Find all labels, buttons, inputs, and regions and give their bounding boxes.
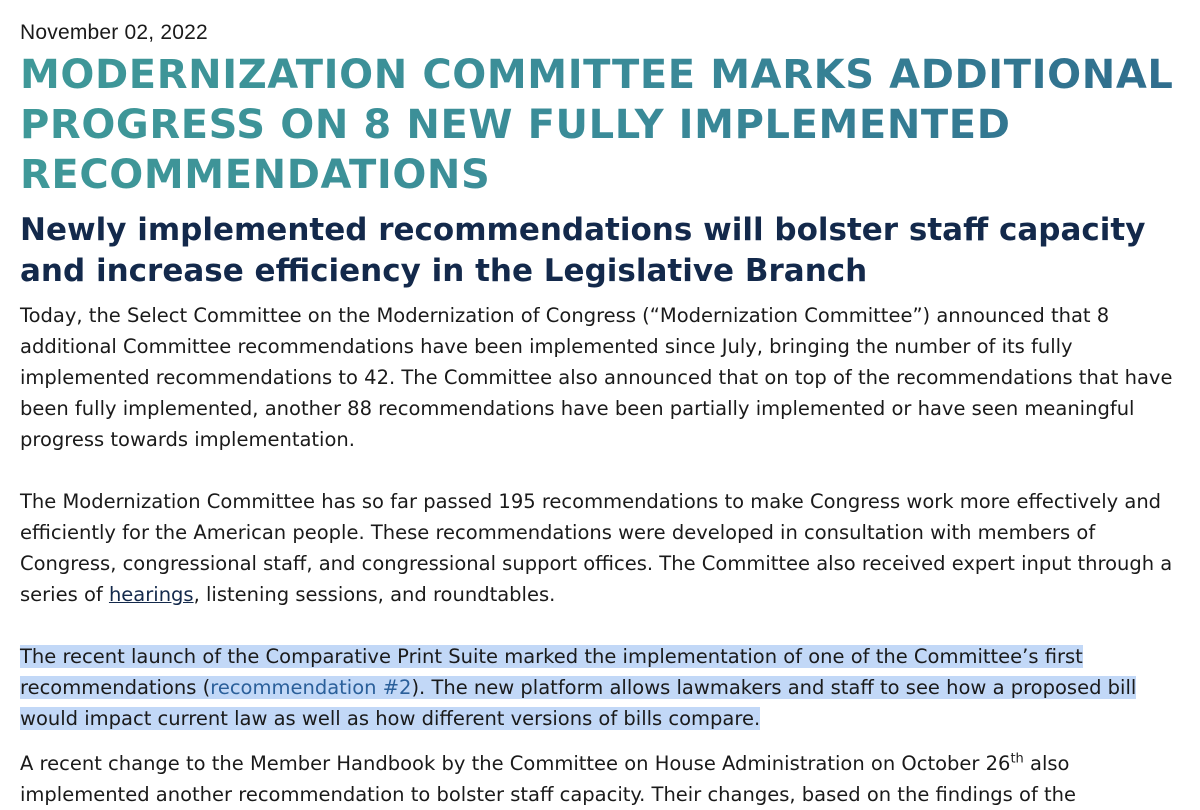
paragraph-text: The recent launch of the Comparative Print Suite marked the implementation of one of the Committee’s first recommendations ( bbox=[20, 645, 1083, 699]
paragraph-text: The Modernization Committee has so far passed 195 recommendations to make Congress work more effectively and efficiently for the American people. These recommendations were developed in consultation with members of Congress, congressional staff, and congressional support offices. The Committee also received expert input through a series of bbox=[20, 490, 1173, 606]
publish-date: November 02, 2022 bbox=[20, 21, 208, 44]
paragraph-recommendations bbox=[20, 486, 1180, 610]
paragraph-text: , listening sessions, and roundtables. bbox=[193, 583, 556, 606]
paragraph-text: A recent change to the Member Handbook by the Committee on House Administration on October 26 bbox=[20, 752, 1011, 775]
paragraph-intro: Today, the Select Committee on the Modernization of Congress (“Modernization Committee”) announced that 8 additional Committee recommendations have been implemented since July, bringing the number of its fully implemented recommendations to 42. The Committee also announced that on top of the recommendations that have been fully implemented, another 88 recommendations have been partially implemented or have seen meaningful progress towards implementation. bbox=[20, 304, 1173, 451]
highlighted-selection bbox=[20, 645, 1136, 730]
superscript-ordinal: th bbox=[1010, 751, 1024, 767]
paragraph-text: also implemented another recommendation to bolster staff capacity. Their changes, based on the findings of the bbox=[20, 752, 1077, 806]
hearings-link[interactable]: hearings bbox=[108, 583, 194, 606]
paragraph-member-handbook bbox=[20, 748, 1180, 810]
headline: MODERNIZATION COMMITTEE MARKS ADDITIONAL PROGRESS ON 8 NEW FULLY IMPLEMENTED RECOMMENDATIONS bbox=[20, 50, 1180, 200]
recommendation-2-link[interactable]: recommendation #2 bbox=[210, 676, 412, 699]
subheadline: Newly implemented recommendations will bolster staff capacity and increase efficiency in the Legislative Branch bbox=[20, 212, 1146, 289]
paragraph-comparative-print bbox=[20, 641, 1180, 734]
paragraph-text: ). The new platform allows lawmakers and staff to see how a proposed bill would impact current law as well as how different versions of bills compare. bbox=[20, 676, 1137, 730]
